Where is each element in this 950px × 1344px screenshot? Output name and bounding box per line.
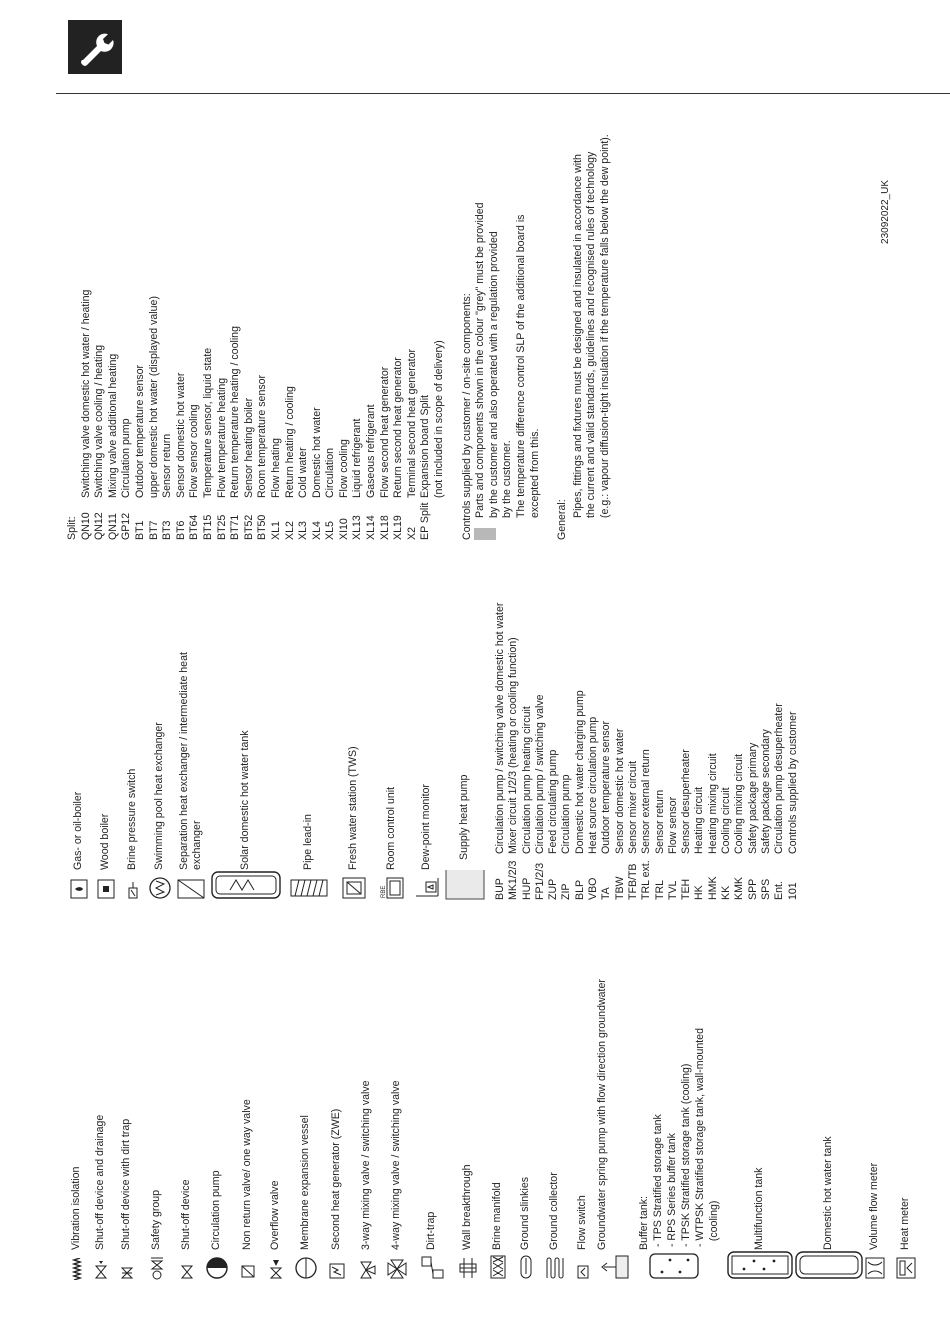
- text-label: Fresh water station (TWS): [347, 746, 360, 870]
- legend-row: [174, 920, 200, 1280]
- groundwater-pump-icon: [600, 1254, 630, 1280]
- text-label: XL2: [283, 521, 296, 540]
- abbr-row: [574, 570, 587, 900]
- split-row: [284, 110, 298, 540]
- split-row: [419, 110, 433, 540]
- text-label: XL19: [392, 515, 405, 540]
- split-row: [93, 110, 107, 540]
- text-label: Sensor domestic hot water: [174, 372, 187, 498]
- legend-row: [140, 920, 174, 1280]
- general-title: General:: [556, 499, 569, 540]
- text-label: Cooling circuit: [720, 787, 733, 854]
- multifunction-tank-icon: [724, 1250, 796, 1280]
- text-label: Return temperature heating / cooling: [229, 326, 242, 498]
- text-label: XL18: [378, 515, 391, 540]
- text-label: Flow cooling: [337, 439, 350, 498]
- split-row: [351, 110, 365, 540]
- legend-row: [334, 570, 374, 900]
- text-label: Pipes, fittings and fixtures must be designed and insulated in accordance with: [571, 154, 584, 518]
- text-label: Controls supplied by customer: [786, 711, 799, 854]
- second-heat-generator-icon: [328, 1260, 346, 1280]
- split-row: [270, 110, 284, 540]
- text-label: TBW: [613, 876, 626, 900]
- brine-manifold-icon: [489, 1254, 507, 1280]
- text-label: Overflow valve: [269, 1180, 282, 1250]
- text-label: Safety package primary: [746, 742, 759, 854]
- text-label: QN10: [79, 512, 92, 540]
- text-label: QN12: [93, 512, 106, 540]
- text-label: ZUP: [547, 878, 560, 900]
- text-label: Multifunction tank: [753, 1167, 766, 1250]
- circulation-pump-icon: [205, 1256, 229, 1280]
- legend-row: [322, 920, 352, 1280]
- vibration-isolation-icon: [72, 1258, 82, 1280]
- split-row: [297, 110, 311, 540]
- legend-row: [891, 920, 921, 1280]
- abbr-row: [720, 570, 733, 900]
- text-label: RBE: [381, 885, 387, 898]
- abbr-row: [507, 570, 520, 900]
- abbr-row: [773, 570, 786, 900]
- split-row: [406, 110, 420, 540]
- legend-row: [596, 920, 634, 1280]
- text-label: Temperature sensor, liquid state: [201, 347, 214, 498]
- legend-column-1: [66, 920, 921, 1280]
- split-row: [80, 110, 94, 540]
- abbr-row: [760, 570, 773, 900]
- text-label: BT7: [147, 520, 160, 540]
- dew-point-monitor-icon: [414, 876, 440, 900]
- split-section: [66, 110, 447, 540]
- text-label: (e.g.: vapour diffusion-tight insulation if the temperature falls below the dew point).: [598, 134, 611, 518]
- document-id: [880, 180, 891, 244]
- abbreviation-list: [494, 570, 800, 900]
- text-label: BLP: [573, 879, 586, 900]
- text-label: X2: [405, 527, 418, 540]
- legend-row: [88, 920, 114, 1280]
- legend-row: [444, 570, 486, 900]
- header-wrench-badge: [68, 20, 122, 74]
- gas-oil-boiler-icon: [69, 878, 89, 900]
- text-label: Sensor heating boiler: [242, 397, 255, 498]
- abbr-row: [707, 570, 720, 900]
- text-label: Cold water: [297, 447, 310, 498]
- text-label: FP1/2/3: [533, 862, 546, 900]
- text-label: BT71: [229, 514, 242, 540]
- split-title: Split:: [66, 516, 78, 540]
- split-row: [311, 110, 325, 540]
- text-label: - WTPSK Stratified storage tank, wall-mounted: [693, 1028, 706, 1250]
- abbr-row: [600, 570, 613, 900]
- text-label: XL14: [365, 515, 378, 540]
- legend-row: [859, 920, 891, 1280]
- abbr-row: [534, 570, 547, 900]
- text-label: Heating circuit: [693, 786, 706, 854]
- text-label: Expansion board Split: [419, 394, 432, 498]
- abbr-row: [640, 570, 653, 900]
- dirt-trap-icon: [419, 1254, 445, 1280]
- split-row: [229, 110, 243, 540]
- text-label: Mixing valve additional heating: [106, 353, 119, 498]
- text-label: Heat meter: [899, 1197, 912, 1250]
- text-label: Terminal second heat generator: [405, 349, 418, 498]
- text-label: XI10: [337, 518, 350, 540]
- pool-heat-exchanger-icon: [148, 876, 172, 900]
- dhw-tank-icon: [794, 1250, 864, 1280]
- text-label: Room control unit: [385, 786, 398, 870]
- split-row: [202, 110, 216, 540]
- text-label: XL1: [269, 521, 282, 540]
- text-label: BT1: [133, 520, 146, 540]
- legend-row: [374, 570, 410, 900]
- text-label: 23092022_UK: [880, 180, 891, 244]
- text-label: BT50: [256, 514, 269, 540]
- split-row: [107, 110, 121, 540]
- flow-switch-icon: [576, 1262, 590, 1280]
- text-label: MK1/2/3: [507, 860, 520, 900]
- text-label: Flow sensor: [666, 796, 679, 854]
- abbr-row: [627, 570, 640, 900]
- legend-column-3: [66, 110, 613, 540]
- text-label: SPP: [746, 878, 759, 900]
- overflow-valve-icon: [267, 1258, 285, 1280]
- abbr-row: [667, 570, 680, 900]
- abbr-row: [587, 570, 600, 900]
- abbr-row: [494, 570, 507, 900]
- text-label: Domestic hot water: [310, 407, 323, 498]
- abbr-row: [733, 570, 746, 900]
- shutoff-dirt-trap-icon: [120, 1260, 134, 1280]
- text-label: the current and valid standards, guidelines and recognised rules of technology: [585, 151, 598, 518]
- legend-row: [570, 920, 596, 1280]
- legend-row: [512, 920, 540, 1280]
- text-label: Sensor external return: [640, 749, 653, 854]
- buffer-tank-icon: [648, 1252, 700, 1280]
- text-label: Sensor domestic hot water: [613, 728, 626, 854]
- text-label: TVL: [666, 880, 679, 900]
- text-label: Ground slinkies: [519, 1176, 532, 1250]
- text-label: Gaseous refrigerant: [365, 404, 378, 498]
- text-label: Brine manifold: [491, 1182, 504, 1250]
- text-label: Wall breakthrough: [461, 1164, 474, 1250]
- text-label: TRL ext.: [640, 860, 653, 900]
- abbr-row: [693, 570, 706, 900]
- text-label: Safety package secondary: [759, 729, 772, 854]
- text-label: Brine pressure switch: [126, 768, 139, 870]
- text-label: Parts and components shown in the colour "grey" must be provided: [474, 202, 487, 518]
- text-label: Heat source circulation pump: [587, 716, 600, 854]
- text-label: BT6: [174, 520, 187, 540]
- wall-breakthrough-icon: [458, 1256, 478, 1280]
- text-label: Flow temperature heating: [215, 377, 228, 498]
- legend-row: [799, 920, 859, 1280]
- text-label: Safety group: [150, 1189, 163, 1250]
- room-control-unit-icon: [379, 876, 405, 900]
- text-label: BT25: [215, 514, 228, 540]
- text-label: Return second heat generator: [392, 357, 405, 498]
- general-section: [556, 110, 612, 540]
- text-label: Buffer tank:: [638, 1196, 650, 1250]
- split-row: [379, 110, 393, 540]
- split-row: [392, 110, 406, 540]
- brine-pressure-switch-icon: [125, 880, 141, 900]
- text-label: excepted from this.: [528, 428, 541, 518]
- text-label: Groundwater spring pump with flow direction groundwater: [596, 979, 608, 1250]
- legend-row: [290, 920, 322, 1280]
- text-label: Circulation pump: [210, 1170, 223, 1250]
- text-label: KK: [720, 885, 733, 900]
- legend-row: [410, 570, 444, 900]
- abbr-row: [747, 570, 760, 900]
- text-label: GP12: [120, 512, 133, 540]
- text-label: Separation heat exchanger / intermediate heat exchanger: [177, 652, 203, 870]
- text-label: Non return valve/ one way valve: [241, 1099, 254, 1250]
- split-row: [161, 110, 175, 540]
- text-label: Circulation pump: [560, 774, 573, 854]
- text-label: Domestic hot water charging pump: [573, 690, 586, 854]
- split-row: [120, 110, 134, 540]
- text-label: Supply heat pump: [458, 774, 471, 860]
- text-label: TA: [600, 887, 613, 900]
- text-label: Pipe lead-in: [302, 814, 315, 870]
- text-label: Flow heating: [269, 437, 282, 498]
- text-label: Heating mixing circuit: [706, 753, 719, 854]
- fresh-water-station-icon: [341, 876, 367, 900]
- four-way-valve-icon: [386, 1258, 408, 1280]
- split-row: [433, 110, 447, 540]
- text-label: Circulation pump desuperheater: [773, 703, 786, 854]
- abbr-row: [680, 570, 693, 900]
- split-row: [216, 110, 230, 540]
- text-label: HK: [693, 885, 706, 900]
- text-label: Switching valve cooling / heating: [93, 344, 106, 498]
- text-label: Shut-off device with dirt trap: [120, 1118, 133, 1250]
- controls-section: [461, 110, 543, 540]
- legend-row: [452, 920, 484, 1280]
- legend-column-2: [66, 570, 800, 900]
- ground-slinkies-icon: [519, 1254, 533, 1280]
- volume-flow-meter-icon: [864, 1256, 886, 1280]
- legend-row: [200, 920, 234, 1280]
- text-label: XL4: [310, 521, 323, 540]
- text-label: Second heat generator (ZWE): [330, 1108, 343, 1250]
- text-label: Circulation pump / switching valve: [533, 694, 546, 854]
- abbr-row: [547, 570, 560, 900]
- text-label: Circulation pump: [120, 418, 133, 498]
- supply-heat-pump-icon: [445, 870, 485, 900]
- text-label: SPS: [759, 878, 772, 900]
- text-label: Volume flow meter: [868, 1162, 881, 1250]
- text-label: Flow switch: [576, 1195, 589, 1250]
- text-label: Domestic hot water tank: [822, 1136, 835, 1250]
- legend-row: [484, 920, 512, 1280]
- text-label: Vibration isolation: [70, 1166, 83, 1250]
- text-label: Shut-off device and drainage: [94, 1114, 107, 1250]
- three-way-valve-icon: [357, 1258, 377, 1280]
- solar-tank-icon: [210, 870, 282, 900]
- legend-row: [114, 920, 140, 1280]
- text-label: TFB/TB: [626, 863, 639, 900]
- text-label: Shut-off device: [180, 1179, 193, 1250]
- legend-row: [208, 570, 284, 900]
- text-label: BT52: [242, 514, 255, 540]
- text-label: (cooling): [707, 1200, 720, 1250]
- text-label: EP Split: [419, 502, 432, 540]
- text-label: BT64: [188, 514, 201, 540]
- non-return-valve-icon: [240, 1262, 256, 1280]
- split-row: [134, 110, 148, 540]
- abbr-row: [654, 570, 667, 900]
- text-label: Sensor mixer circuit: [626, 760, 639, 854]
- text-label: Flow second heat generator: [378, 366, 391, 498]
- legend-row: [66, 920, 88, 1280]
- text-label: Sensor return: [161, 433, 174, 498]
- abbr-row: [614, 570, 627, 900]
- text-label: Switching valve domestic hot water / heating: [79, 289, 92, 498]
- legend-row: [66, 570, 92, 900]
- text-label: Solar domestic hot water tank: [239, 730, 252, 870]
- shutoff-drainage-icon: [93, 1260, 109, 1280]
- text-label: Flow sensor cooling: [188, 404, 201, 498]
- text-label: upper domestic hot water (displayed value): [147, 296, 160, 498]
- text-label: - TPS Stratified storage tank: [651, 1114, 664, 1250]
- text-label: Room temperature sensor: [256, 374, 269, 498]
- text-label: Circulation pump / switching valve domestic hot water: [494, 602, 506, 854]
- grey-component-swatch: [474, 528, 496, 540]
- pipe-lead-in-icon: [289, 876, 329, 900]
- split-row: [243, 110, 257, 540]
- safety-group-icon: [148, 1252, 166, 1280]
- legend-row: [174, 570, 208, 900]
- wood-boiler-icon: [96, 878, 116, 900]
- text-label: Feed circulating pump: [547, 749, 560, 854]
- text-label: XL13: [351, 515, 364, 540]
- text-label: HMK: [706, 876, 719, 900]
- text-label: Dirt-trap: [425, 1211, 438, 1250]
- split-row: [338, 110, 352, 540]
- legend-row: [120, 570, 146, 900]
- text-label: Outdoor temperature sensor: [600, 720, 613, 854]
- split-row: [256, 110, 270, 540]
- text-label: Liquid refrigerant: [351, 418, 364, 498]
- text-label: Sensor desuperheater: [680, 749, 693, 854]
- heat-meter-icon: [895, 1256, 917, 1280]
- controls-title: Controls supplied by customer / on-site components:: [460, 293, 473, 540]
- text-label: TEH: [680, 878, 693, 900]
- separation-heat-exchanger-icon: [176, 878, 206, 900]
- text-label: BT3: [161, 520, 174, 540]
- split-row: [175, 110, 189, 540]
- legend-row: [262, 920, 290, 1280]
- text-label: HUP: [520, 877, 533, 900]
- legend-row: [352, 920, 382, 1280]
- wrench-icon: [75, 27, 115, 67]
- text-label: QN11: [106, 513, 119, 540]
- abbr-row: [521, 570, 534, 900]
- text-label: Membrane expansion vessel: [299, 1115, 312, 1250]
- text-label: Cooling mixing circuit: [733, 753, 746, 854]
- text-label: BT15: [201, 514, 214, 540]
- text-label: Ent.: [773, 881, 786, 900]
- text-label: Circulation: [324, 447, 337, 498]
- text-label: Dew-point monitor: [420, 784, 433, 870]
- buffer-tank-list: [638, 1028, 721, 1250]
- legend-row: [412, 920, 452, 1280]
- text-label: KMK: [733, 877, 746, 900]
- text-label: Circulation pump heating circuit: [520, 706, 533, 854]
- legend-row: [284, 570, 334, 900]
- text-label: 4-way mixing valve / switching valve: [390, 1080, 403, 1250]
- text-label: VBO: [587, 877, 600, 900]
- ground-collector-icon: [544, 1256, 566, 1280]
- text-label: Outdoor temperature sensor: [133, 364, 146, 498]
- expansion-vessel-icon: [294, 1256, 318, 1280]
- text-label: BUP: [494, 878, 506, 900]
- text-label: The temperature difference control SLP of the additional board is: [515, 214, 527, 518]
- text-label: - TPSK Stratified storage tank (cooling): [679, 1063, 692, 1250]
- legend-row: [234, 920, 262, 1280]
- text-label: Sensor return: [653, 789, 666, 854]
- legend-row: [540, 920, 570, 1280]
- header-divider: [56, 93, 950, 94]
- text-label: Ground collector: [548, 1172, 561, 1250]
- shutoff-device-icon: [180, 1262, 194, 1280]
- split-row: [188, 110, 202, 540]
- abbr-row: [560, 570, 573, 900]
- legend-row: [146, 570, 174, 900]
- text-label: Mixer circuit 1/2/3 (heating or cooling function): [507, 637, 520, 854]
- legend-row: [92, 570, 120, 900]
- text-label: Return heating / cooling: [283, 386, 296, 498]
- text-label: ZIP: [560, 883, 573, 900]
- text-label: by the customer.: [501, 440, 514, 518]
- legend-row: [721, 920, 799, 1280]
- text-label: TRL: [653, 879, 666, 900]
- abbr-row: [787, 570, 800, 900]
- text-label: Gas- or oil-boiler: [72, 791, 85, 870]
- text-label: XL3: [297, 521, 310, 540]
- split-row: [324, 110, 338, 540]
- split-row: [148, 110, 162, 540]
- text-label: Wood boiler: [99, 813, 112, 870]
- legend-row-buffer-tank: [638, 920, 721, 1280]
- legend-row: [382, 920, 412, 1280]
- text-label: XL5: [324, 521, 337, 540]
- text-label: (not included in scope of delivery): [433, 340, 446, 498]
- text-label: 101: [786, 882, 799, 900]
- text-label: by the customer and also operated with a regulation provided: [487, 231, 500, 518]
- text-label: 3-way mixing valve / switching valve: [360, 1080, 373, 1250]
- split-row: [365, 110, 379, 540]
- text-label: Swimming pool heat exchanger: [153, 722, 166, 870]
- text-label: - RPS Series buffer tank: [665, 1133, 678, 1250]
